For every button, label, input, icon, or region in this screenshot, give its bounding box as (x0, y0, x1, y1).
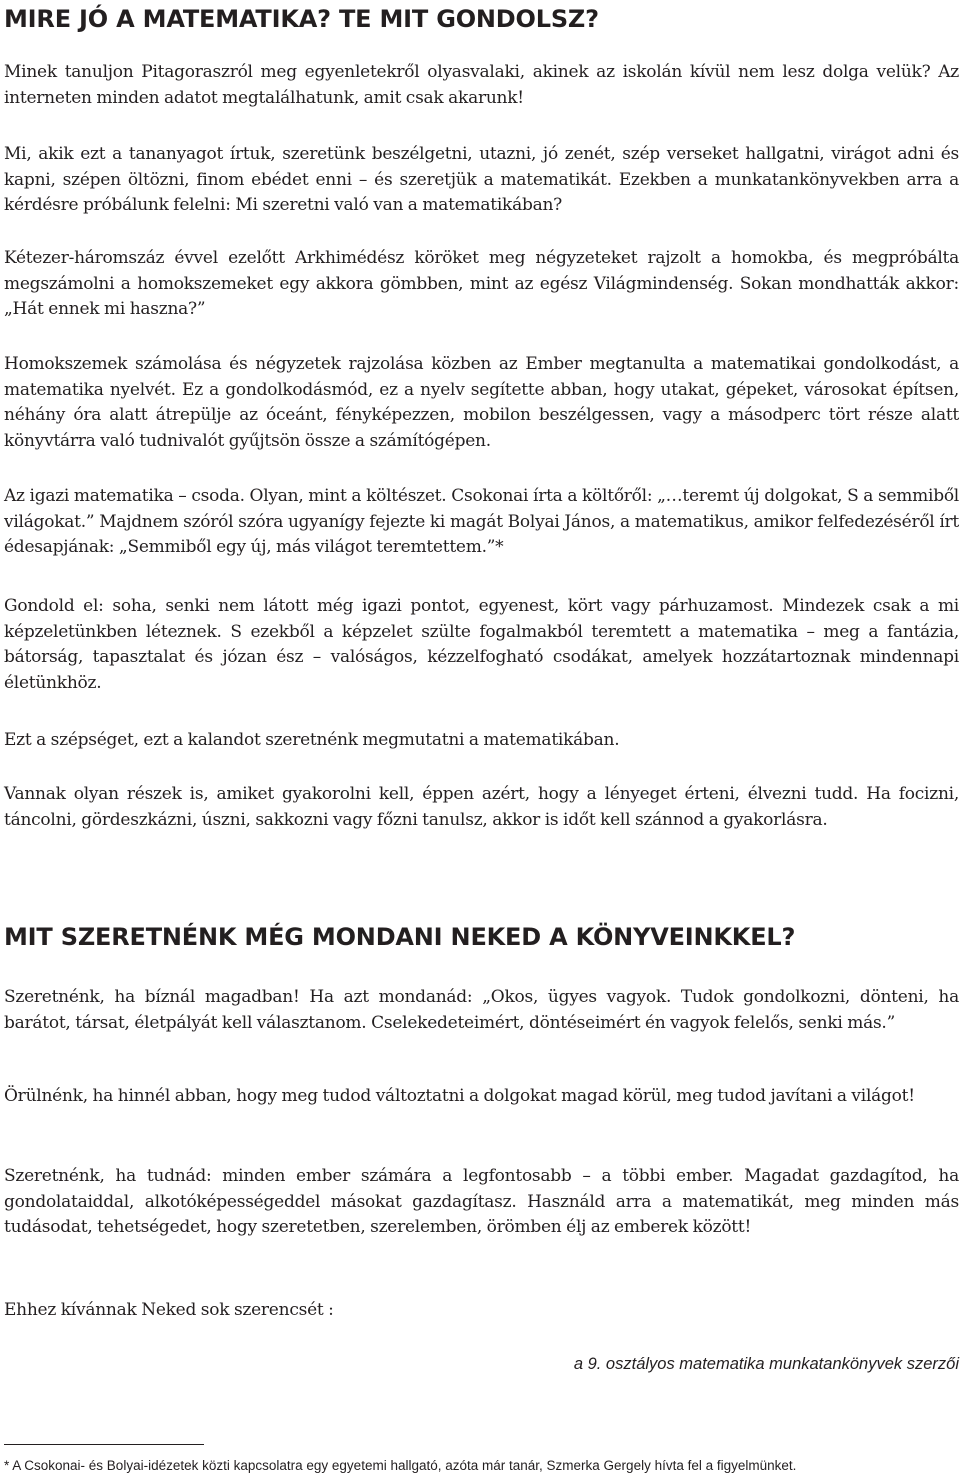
paragraph-other-people: Szeretnénk, ha tudnád: minden ember számára a legfontosabb – a többi ember. Magadat gazdagítod, ha gondolataiddal, alkotóképességeddel másokat gazdagítasz. Használd arra a matematikát, meg minden más tudásodat, tehetségedet, hogy szeretetben, szerelemben, örömben élj az emberek között! (4, 1166, 959, 1238)
authors-signature: a 9. osztályos matematika munkatankönyvek szerzői (573, 1355, 959, 1373)
paragraph-change-world: Örülnénk, ha hinnél abban, hogy meg tudod változtatni a dolgokat magad körül, meg tudod javítani a világot! (4, 1086, 915, 1106)
paragraph-archimedes: Kétezer-háromszáz évvel ezelőtt Arkhimédész köröket meg négyzeteket rajzolt a homokba, és megpróbálta megszámolni a homokszemeket egy akkora gömbben, mint az egész Világmindenség. Sokan mondhatták akkor: „Hát ennek mi haszna?” (4, 248, 959, 320)
paragraph-authors: Mi, akik ezt a tananyagot írtuk, szeretünk beszélgetni, utazni, jó zenét, szép verseket hallgatni, virágot adni és kapni, szépen öltözni, finom ebédet enni – és szeretjük a matematikát. Ezekben a munkatankönyvekben arra a kérdésre próbálunk felelni: Mi szeretni való van a matematikában? (4, 144, 959, 216)
paragraph-trust-yourself: Szeretnénk, ha bíznál magadban! Ha azt mondanád: „Okos, ügyes vagyok. Tudok gondolkozni, dönteni, ha barátot, társat, életpályát kell választanom. Cselekedeteimért, döntéseimért én vagyok felelős, senki más.” (4, 987, 959, 1033)
heading-why-math: MIRE JÓ A MATEMATIKA? TE MIT GONDOLSZ? (4, 5, 599, 33)
paragraph-beauty: Ezt a szépséget, ezt a kalandot szeretnénk megmutatni a matematikában. (4, 730, 620, 750)
paragraph-intro-question: Minek tanuljon Pitagoraszról meg egyenletekről olyasvalaki, akinek az iskolán kívül nem lesz dolga velük? Az interneten minden adatot megtalálhatunk, amit csak akarunk! (4, 62, 959, 108)
footnote-divider (4, 1444, 204, 1445)
footnote: * A Csokonai- és Bolyai-idézetek közti kapcsolatra egy egyetemi hallgató, azóta már tanár, Szmerka Gergely hívta fel a figyelmünket. (4, 1458, 797, 1473)
paragraph-practice: Vannak olyan részek is, amiket gyakorolni kell, éppen azért, hogy a lényeget érteni, élvezni tudd. Ha focizni, táncolni, gördeszkázni, úszni, sakkozni vagy főzni tanulsz, akkor is időt kell szánnod a gyakorlásra. (4, 784, 959, 830)
paragraph-imagination: Gondold el: soha, senki nem látott még igazi pontot, egyenest, kört vagy párhuzamost. Mindezek csak a mi képzeletünkben léteznek. S ezekből a képzelet szülte fogalmakból teremtett a matematika – meg a fantázia, bátorság, tapasztalat és józan ész – valóságos, kézzelfogható csodákat, amelyek hozzátartoznak mindennapi életünkhöz. (4, 596, 959, 693)
paragraph-good-luck: Ehhez kívánnak Neked sok szerencsét : (4, 1300, 334, 1320)
heading-what-we-want-to-say: MIT SZERETNÉNK MÉG MONDANI NEKED A KÖNYVEINKKEL? (4, 923, 796, 951)
paragraph-mathematical-thinking: Homokszemek számolása és négyzetek rajzolása közben az Ember megtanulta a matematikai gondolkodást, a matematika nyelvét. Ez a gondolkodásmód, ez a nyelv segítette abban, hogy utakat, gépeket, városokat építsen, néhány óra alatt átrepülje az óceánt, fényképezzen, mobilon beszélgessen, vagy a másodperc tört része alatt könyvtárra való tudnivalót gyűjtsön össze a számítógépen. (4, 354, 959, 451)
paragraph-math-poetry: Az igazi matematika – csoda. Olyan, mint a költészet. Csokonai írta a költőről: „…teremt új dolgokat, S a semmiből világokat.” Majdnem szóról szóra ugyanígy fejezte ki magát Bolyai János, a matematikus, amikor felfedezéséről írt édesapjának: „Semmiből egy új, más világot teremtettem.”* (4, 486, 959, 558)
